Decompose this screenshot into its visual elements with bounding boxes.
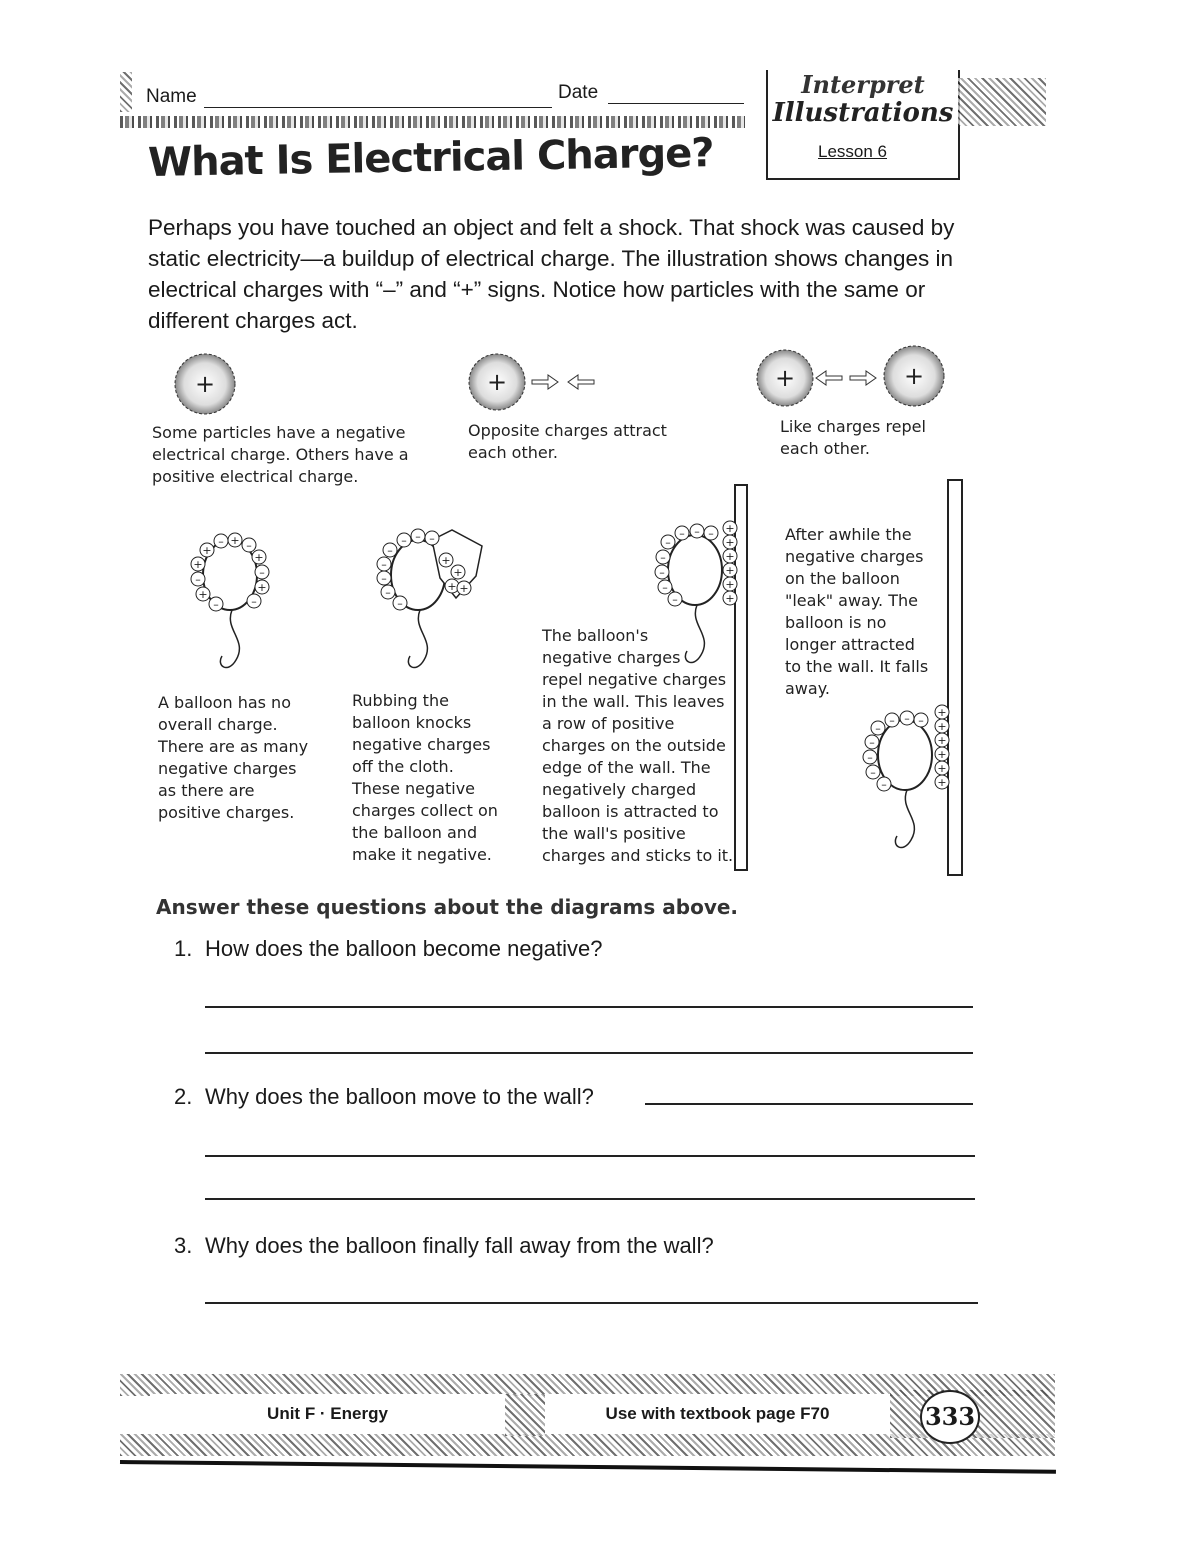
charge-sign: – xyxy=(708,527,714,540)
charge-sign: – xyxy=(904,712,910,725)
charge-sign: – xyxy=(665,536,671,549)
date-field[interactable] xyxy=(608,103,744,104)
particle-caption-3: Like charges repel each other. xyxy=(780,417,926,458)
balloon-caption-3: The balloon's negative charges repel negative charges in the wall. This leaves a row of positive charges on the outside edge of the wall. The negatively charged balloon is attracted to the wall's positive charges and sticks to it. xyxy=(542,626,734,865)
charge-sign: + xyxy=(459,582,469,595)
question-1-text: How does the balloon become negative? xyxy=(205,936,603,961)
answer-2-line-1[interactable] xyxy=(645,1103,973,1105)
charge-sign: + xyxy=(725,550,735,563)
charge-sign: – xyxy=(660,551,666,564)
charge-sign: – xyxy=(259,566,265,579)
page-number-badge xyxy=(920,1390,980,1444)
svg-text:+: + xyxy=(486,368,508,396)
charge-sign: – xyxy=(875,722,881,735)
charge-sign: + xyxy=(725,564,735,577)
charge-sign: + xyxy=(937,734,947,747)
charge-sign: + xyxy=(441,554,451,567)
charge-sign: – xyxy=(659,566,665,579)
charge-sign: + xyxy=(257,581,267,594)
charge-sign: – xyxy=(662,581,668,594)
date-label: Date xyxy=(558,82,599,103)
arrow-left-icon xyxy=(568,375,594,389)
charge-sign: – xyxy=(918,714,924,727)
footer-unit: Unit F · Energy xyxy=(267,1404,388,1423)
charge-sign: – xyxy=(415,530,421,543)
charge-sign: – xyxy=(867,751,873,764)
charge-sign: + xyxy=(937,720,947,733)
intro-paragraph: Perhaps you have touched an object and felt a shock. That shock was caused by static electricity—a buildup of electrical charge. The illustration shows changes in electrical charges with “–” and “+” signs. Notice how particles with the same or different charges act. xyxy=(148,215,955,333)
charge-sign: – xyxy=(429,532,435,545)
balloon-caption-1: A balloon has no overall charge. There are as many negative charges as there are positive charges. xyxy=(158,693,309,822)
charge-sign: + xyxy=(937,762,947,775)
charge-sign: – xyxy=(381,558,387,571)
name-label: Name xyxy=(146,86,197,107)
charge-sign: – xyxy=(385,586,391,599)
svg-text:+: + xyxy=(194,370,216,398)
charge-sign: – xyxy=(679,527,685,540)
questions-heading: Answer these questions about the diagrams above. xyxy=(156,895,739,919)
repel-particles xyxy=(757,346,944,406)
charge-sign: + xyxy=(937,706,947,719)
footer-rule xyxy=(120,1460,1056,1474)
answer-2-line-3[interactable] xyxy=(205,1198,975,1200)
charge-sign: – xyxy=(889,714,895,727)
footer-textbook: Use with textbook page F70 xyxy=(605,1404,830,1423)
skill-badge xyxy=(766,70,960,180)
attract-particles xyxy=(469,354,594,410)
charge-sign: + xyxy=(725,592,735,605)
answer-2-line-2[interactable] xyxy=(205,1155,975,1157)
question-3-number: 3. xyxy=(174,1233,193,1258)
charge-sign: – xyxy=(694,525,700,538)
question-2-number: 2. xyxy=(174,1084,193,1109)
arrow-right-icon xyxy=(532,375,558,389)
charge-sign: + xyxy=(193,558,203,571)
charge-sign: + xyxy=(937,748,947,761)
arrow-right-icon xyxy=(850,371,876,385)
charge-sign: – xyxy=(251,595,257,608)
answer-1-line-1[interactable] xyxy=(205,1006,973,1008)
question-3-text: Why does the balloon finally fall away from the wall? xyxy=(205,1233,714,1258)
single-particle xyxy=(175,354,235,414)
footer-textbook-box xyxy=(545,1394,890,1434)
charge-sign: – xyxy=(213,598,219,611)
answer-3-line-1[interactable] xyxy=(205,1302,978,1304)
charge-sign: – xyxy=(195,573,201,586)
badge-texture xyxy=(958,78,1046,126)
charge-sign: + xyxy=(725,578,735,591)
charge-sign: – xyxy=(246,539,252,552)
footer xyxy=(120,1370,1060,1490)
charge-sign: – xyxy=(870,766,876,779)
particle-caption-1: Some particles have a negative electrical charge. Others have a positive electrical charge. xyxy=(152,423,409,486)
svg-text:+: + xyxy=(903,362,925,390)
neutral-balloon xyxy=(191,533,269,668)
charge-sign: – xyxy=(881,778,887,791)
particle-diagrams xyxy=(0,340,1200,430)
lesson-label: Lesson 6 xyxy=(818,142,887,161)
charge-sign: + xyxy=(202,544,212,557)
charge-sign: – xyxy=(397,597,403,610)
charge-sign: + xyxy=(725,522,735,535)
charge-sign: – xyxy=(869,736,875,749)
charge-sign: + xyxy=(198,588,208,601)
charge-sign: – xyxy=(381,572,387,585)
particle-caption-2: Opposite charges attract each other. xyxy=(468,421,667,462)
charge-sign: + xyxy=(725,536,735,549)
header-rule xyxy=(120,116,745,128)
charge-sign: + xyxy=(254,551,264,564)
footer-texture-mid xyxy=(505,1394,545,1436)
badge-line2: Illustrations xyxy=(772,98,954,128)
charge-sign: – xyxy=(672,593,678,606)
charge-sign: + xyxy=(453,566,463,579)
charge-sign: – xyxy=(401,534,407,547)
badge-line1: Interpret xyxy=(801,70,925,99)
question-2-text: Why does the balloon move to the wall? xyxy=(205,1084,594,1109)
page-title: What Is Electrical Charge? xyxy=(147,130,714,186)
balloon-caption-4: After awhile the negative charges on the balloon "leak" away. The balloon is no longer attracted to the wall. It falls away. xyxy=(785,525,929,698)
charge-sign: + xyxy=(937,776,947,789)
svg-text:+: + xyxy=(774,364,796,392)
answer-1-line-2[interactable] xyxy=(205,1052,973,1054)
arrow-left-icon xyxy=(816,371,842,385)
charge-sign: + xyxy=(447,580,457,593)
page-number: 333 xyxy=(924,1402,976,1431)
charge-sign: – xyxy=(218,535,224,548)
header-edge-left xyxy=(120,72,132,112)
rubbed-balloon xyxy=(377,529,482,668)
charge-sign: – xyxy=(387,544,393,557)
question-1-number: 1. xyxy=(174,936,193,961)
charge-sign: + xyxy=(230,534,240,547)
name-field[interactable] xyxy=(204,107,552,108)
balloon-caption-2: Rubbing the balloon knocks negative charges off the cloth. These negative charges collect on the balloon and make it negative. xyxy=(352,691,498,864)
footer-unit-box xyxy=(150,1394,505,1434)
